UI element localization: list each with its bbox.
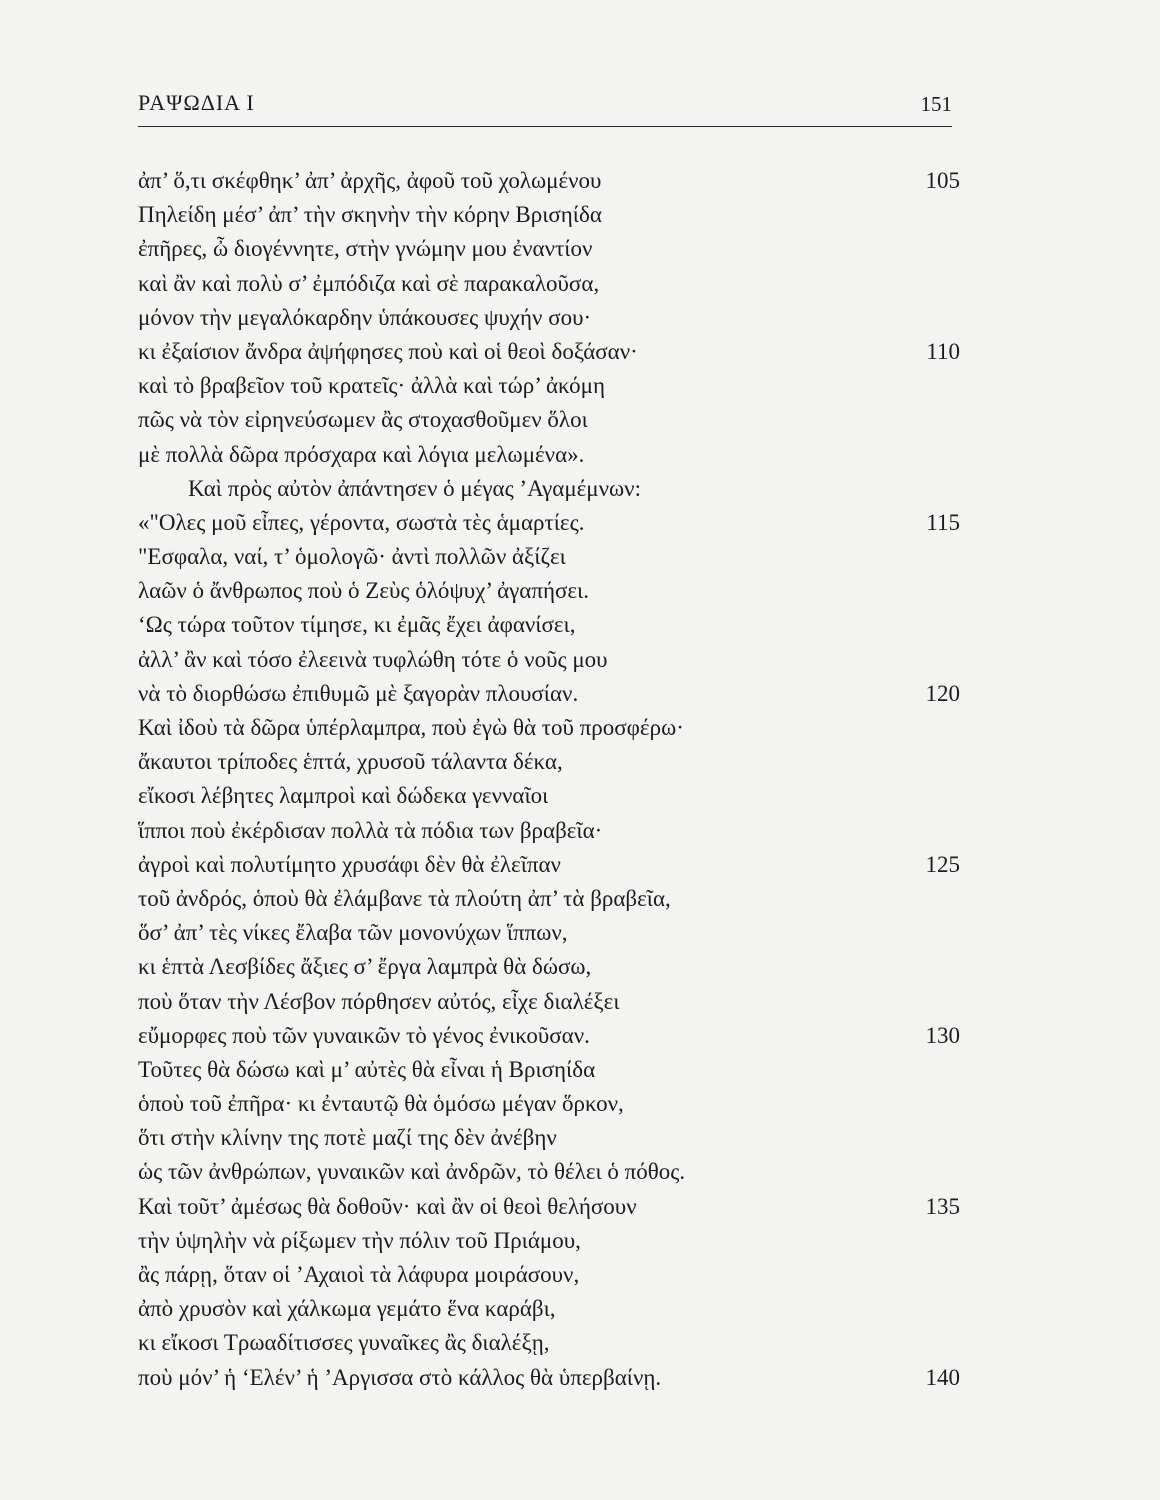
verse-number: 115 bbox=[926, 509, 960, 535]
verse-text: τὴν ὑψηλὴν νὰ ρίξωμεν τὴν πόλιν τοῦ Πριάμου, bbox=[138, 1227, 581, 1253]
verse-text: ποὺ ὅταν τὴν Λέσβον πόρθησεν αὐτός, εἶχε διαλέξει bbox=[138, 988, 620, 1014]
verse-line bbox=[138, 1019, 960, 1053]
verse-text: "Εσφαλα, ναί, τ’ ὁμολογῶ· ἀντὶ πολλῶν ἀξίζει bbox=[138, 544, 566, 570]
verse-line bbox=[138, 369, 960, 403]
verse-text: ἀλλ’ ἂν καὶ τόσο ἐλεεινὰ τυφλώθη τότε ὁ νοῦς μου bbox=[138, 646, 608, 672]
verse-line bbox=[138, 198, 960, 232]
verse-line bbox=[138, 779, 960, 813]
verse-line bbox=[138, 745, 960, 779]
verse-line bbox=[138, 232, 960, 266]
verse-line bbox=[138, 677, 960, 711]
verse-number: 105 bbox=[925, 168, 960, 193]
header-rule bbox=[138, 126, 952, 127]
verse-number: 135 bbox=[925, 1193, 960, 1219]
verse-line bbox=[138, 1224, 960, 1258]
verse-text: Τοῦτες θὰ δώσω καὶ μ’ αὐτὲς θὰ εἶναι ἡ Βρισηίδα bbox=[138, 1056, 596, 1082]
verse-text: ὡς τῶν ἀνθρώπων, γυναικῶν καὶ ἀνδρῶν, τὸ θέλει ὁ πόθος. bbox=[138, 1159, 686, 1185]
verse-line bbox=[138, 1258, 960, 1292]
verse-line bbox=[138, 916, 960, 950]
verse-text: κι ἐξαίσιον ἄνδρα ἀψήφησες ποὺ καὶ οἱ θεοὶ δοξάσαν· bbox=[138, 338, 638, 364]
verse-number: 120 bbox=[925, 680, 960, 706]
verse-text: πῶς νὰ τὸν εἰρηνεύσωμεν ἂς στοχασθοῦμεν ὅλοι bbox=[138, 407, 588, 433]
verse-line bbox=[138, 267, 960, 301]
verse-block bbox=[138, 164, 960, 1395]
verse-text: ποὺ μόν’ ἡ ‘Ελέν’ ἡ ’Αργισσα στὸ κάλλος θὰ ὑπερβαίνῃ. bbox=[138, 1364, 662, 1390]
verse-text: ἂς πάρῃ, ὅταν οἱ ’Αχαιοὶ τὰ λάφυρα μοιράσουν, bbox=[138, 1262, 580, 1287]
page-number: 151 bbox=[920, 92, 952, 116]
verse-text: Καὶ τοῦτ’ ἀμέσως θὰ δοθοῦν· καὶ ἂν οἱ θεοὶ θελήσουν bbox=[138, 1193, 637, 1219]
verse-text: Πηλείδη μέσ’ ἀπ’ τὴν σκηνὴν τὴν κόρην Βρισηίδα bbox=[138, 202, 602, 228]
verse-text: τοῦ ἀνδρός, ὁποὺ θὰ ἐλάμβανε τὰ πλούτη ἀπ’ τὰ βραβεῖα, bbox=[138, 885, 671, 911]
verse-text: ‘Ως τώρα τοῦτον τίμησε, κι ἐμᾶς ἔχει ἀφανίσει, bbox=[138, 612, 576, 638]
book-section-title: ΡΑΨΩΔΙΑ Ι bbox=[138, 90, 255, 115]
verse-line bbox=[138, 1326, 960, 1360]
verse-line bbox=[138, 164, 960, 198]
verse-text: ἐπῆρες, ὦ διογέννητε, στὴν γνώμην μου ἐναντίον bbox=[138, 236, 593, 262]
verse-line bbox=[138, 472, 960, 506]
verse-line bbox=[138, 814, 960, 848]
verse-text: μὲ πολλὰ δῶρα πρόσχαρα καὶ λόγια μελωμένα». bbox=[138, 441, 585, 467]
verse-line bbox=[138, 643, 960, 677]
verse-text: ὁποὺ τοῦ ἐπῆρα· κι ἐνταυτῷ θὰ ὁμόσω μέγαν ὅρκον, bbox=[138, 1091, 624, 1117]
verse-text: ἀγροὶ καὶ πολυτίμητο χρυσάφι δὲν θὰ ἐλεῖπαν bbox=[138, 851, 561, 877]
verse-text: «"Ολες μοῦ εἶπες, γέροντα, σωστὰ τὲς ἁμαρτίες. bbox=[138, 509, 585, 535]
verse-text: ὅσ’ ἀπ’ τὲς νίκες ἔλαβα τῶν μονονύχων ἵππων, bbox=[138, 920, 568, 946]
verse-text: εἴκοσι λέβητες λαμπροὶ καὶ δώδεκα γενναῖοι bbox=[138, 783, 549, 809]
running-head bbox=[138, 90, 952, 120]
verse-text: κι εἴκοσι Τρωαδίτισσες γυναῖκες ἂς διαλέξῃ, bbox=[138, 1330, 550, 1356]
verse-line bbox=[138, 882, 960, 916]
verse-line bbox=[138, 608, 960, 642]
verse-line bbox=[138, 848, 960, 882]
verse-text: Καὶ πρὸς αὐτὸν ἀπάντησεν ὁ μέγας ’Αγαμέμνων: bbox=[188, 475, 641, 501]
verse-line bbox=[138, 985, 960, 1019]
verse-number: 110 bbox=[926, 338, 960, 364]
verse-number: 130 bbox=[925, 1022, 960, 1048]
verse-text: εὔμορφες ποὺ τῶν γυναικῶν τὸ γένος ἐνικοῦσαν. bbox=[138, 1022, 590, 1048]
verse-line bbox=[138, 1053, 960, 1087]
verse-text: καὶ τὸ βραβεῖον τοῦ κρατεῖς· ἀλλὰ καὶ τώρ’ ἀκόμη bbox=[138, 373, 605, 399]
verse-text: λαῶν ὁ ἄνθρωπος ποὺ ὁ Ζεὺς ὁλόψυχ’ ἀγαπήσει. bbox=[138, 578, 589, 604]
verse-line bbox=[138, 1292, 960, 1326]
verse-line bbox=[138, 506, 960, 540]
verse-number: 125 bbox=[925, 851, 960, 877]
verse-line bbox=[138, 540, 960, 574]
verse-line bbox=[138, 1121, 960, 1155]
verse-text: καὶ ἂν καὶ πολὺ σ’ ἐμπόδιζα καὶ σὲ παρακαλοῦσα, bbox=[138, 270, 600, 296]
verse-number: 140 bbox=[925, 1364, 960, 1390]
verse-text: μόνον τὴν μεγαλόκαρδην ὑπάκουσες ψυχήν σου· bbox=[138, 304, 592, 330]
verse-text: ἄκαυτοι τρίποδες ἑπτά, χρυσοῦ τάλαντα δέκα, bbox=[138, 749, 563, 775]
verse-text: Καὶ ἰδοὺ τὰ δῶρα ὑπέρλαμπρα, ποὺ ἐγὼ θὰ τοῦ προσφέρω· bbox=[138, 715, 684, 740]
verse-text: ἀπ’ ὅ,τι σκέφθηκ’ ἀπ’ ἀρχῆς, ἀφοῦ τοῦ χολωμένου bbox=[138, 168, 602, 193]
verse-line bbox=[138, 1361, 960, 1395]
verse-line bbox=[138, 403, 960, 437]
verse-text: ἀπὸ χρυσὸν καὶ χάλκωμα γεμάτο ἕνα καράβι, bbox=[138, 1296, 556, 1322]
verse-text: ἵπποι ποὺ ἐκέρδισαν πολλὰ τὰ πόδια των βραβεῖα· bbox=[138, 817, 603, 843]
verse-line bbox=[138, 301, 960, 335]
verse-line bbox=[138, 438, 960, 472]
verse-line bbox=[138, 1087, 960, 1121]
verse-line bbox=[138, 711, 960, 745]
verse-line bbox=[138, 574, 960, 608]
verse-line bbox=[138, 950, 960, 984]
verse-line bbox=[138, 1190, 960, 1224]
verse-line bbox=[138, 335, 960, 369]
verse-text: νὰ τὸ διορθώσω ἐπιθυμῶ μὲ ξαγορὰν πλουσίαν. bbox=[138, 680, 579, 706]
verse-text: ὅτι στὴν κλίνην της ποτὲ μαζί της δὲν ἀνέβην bbox=[138, 1125, 557, 1151]
verse-line bbox=[138, 1155, 960, 1189]
verse-text: κι ἑπτὰ Λεσβίδες ἄξιες σ’ ἔργα λαμπρὰ θὰ δώσω, bbox=[138, 954, 592, 980]
